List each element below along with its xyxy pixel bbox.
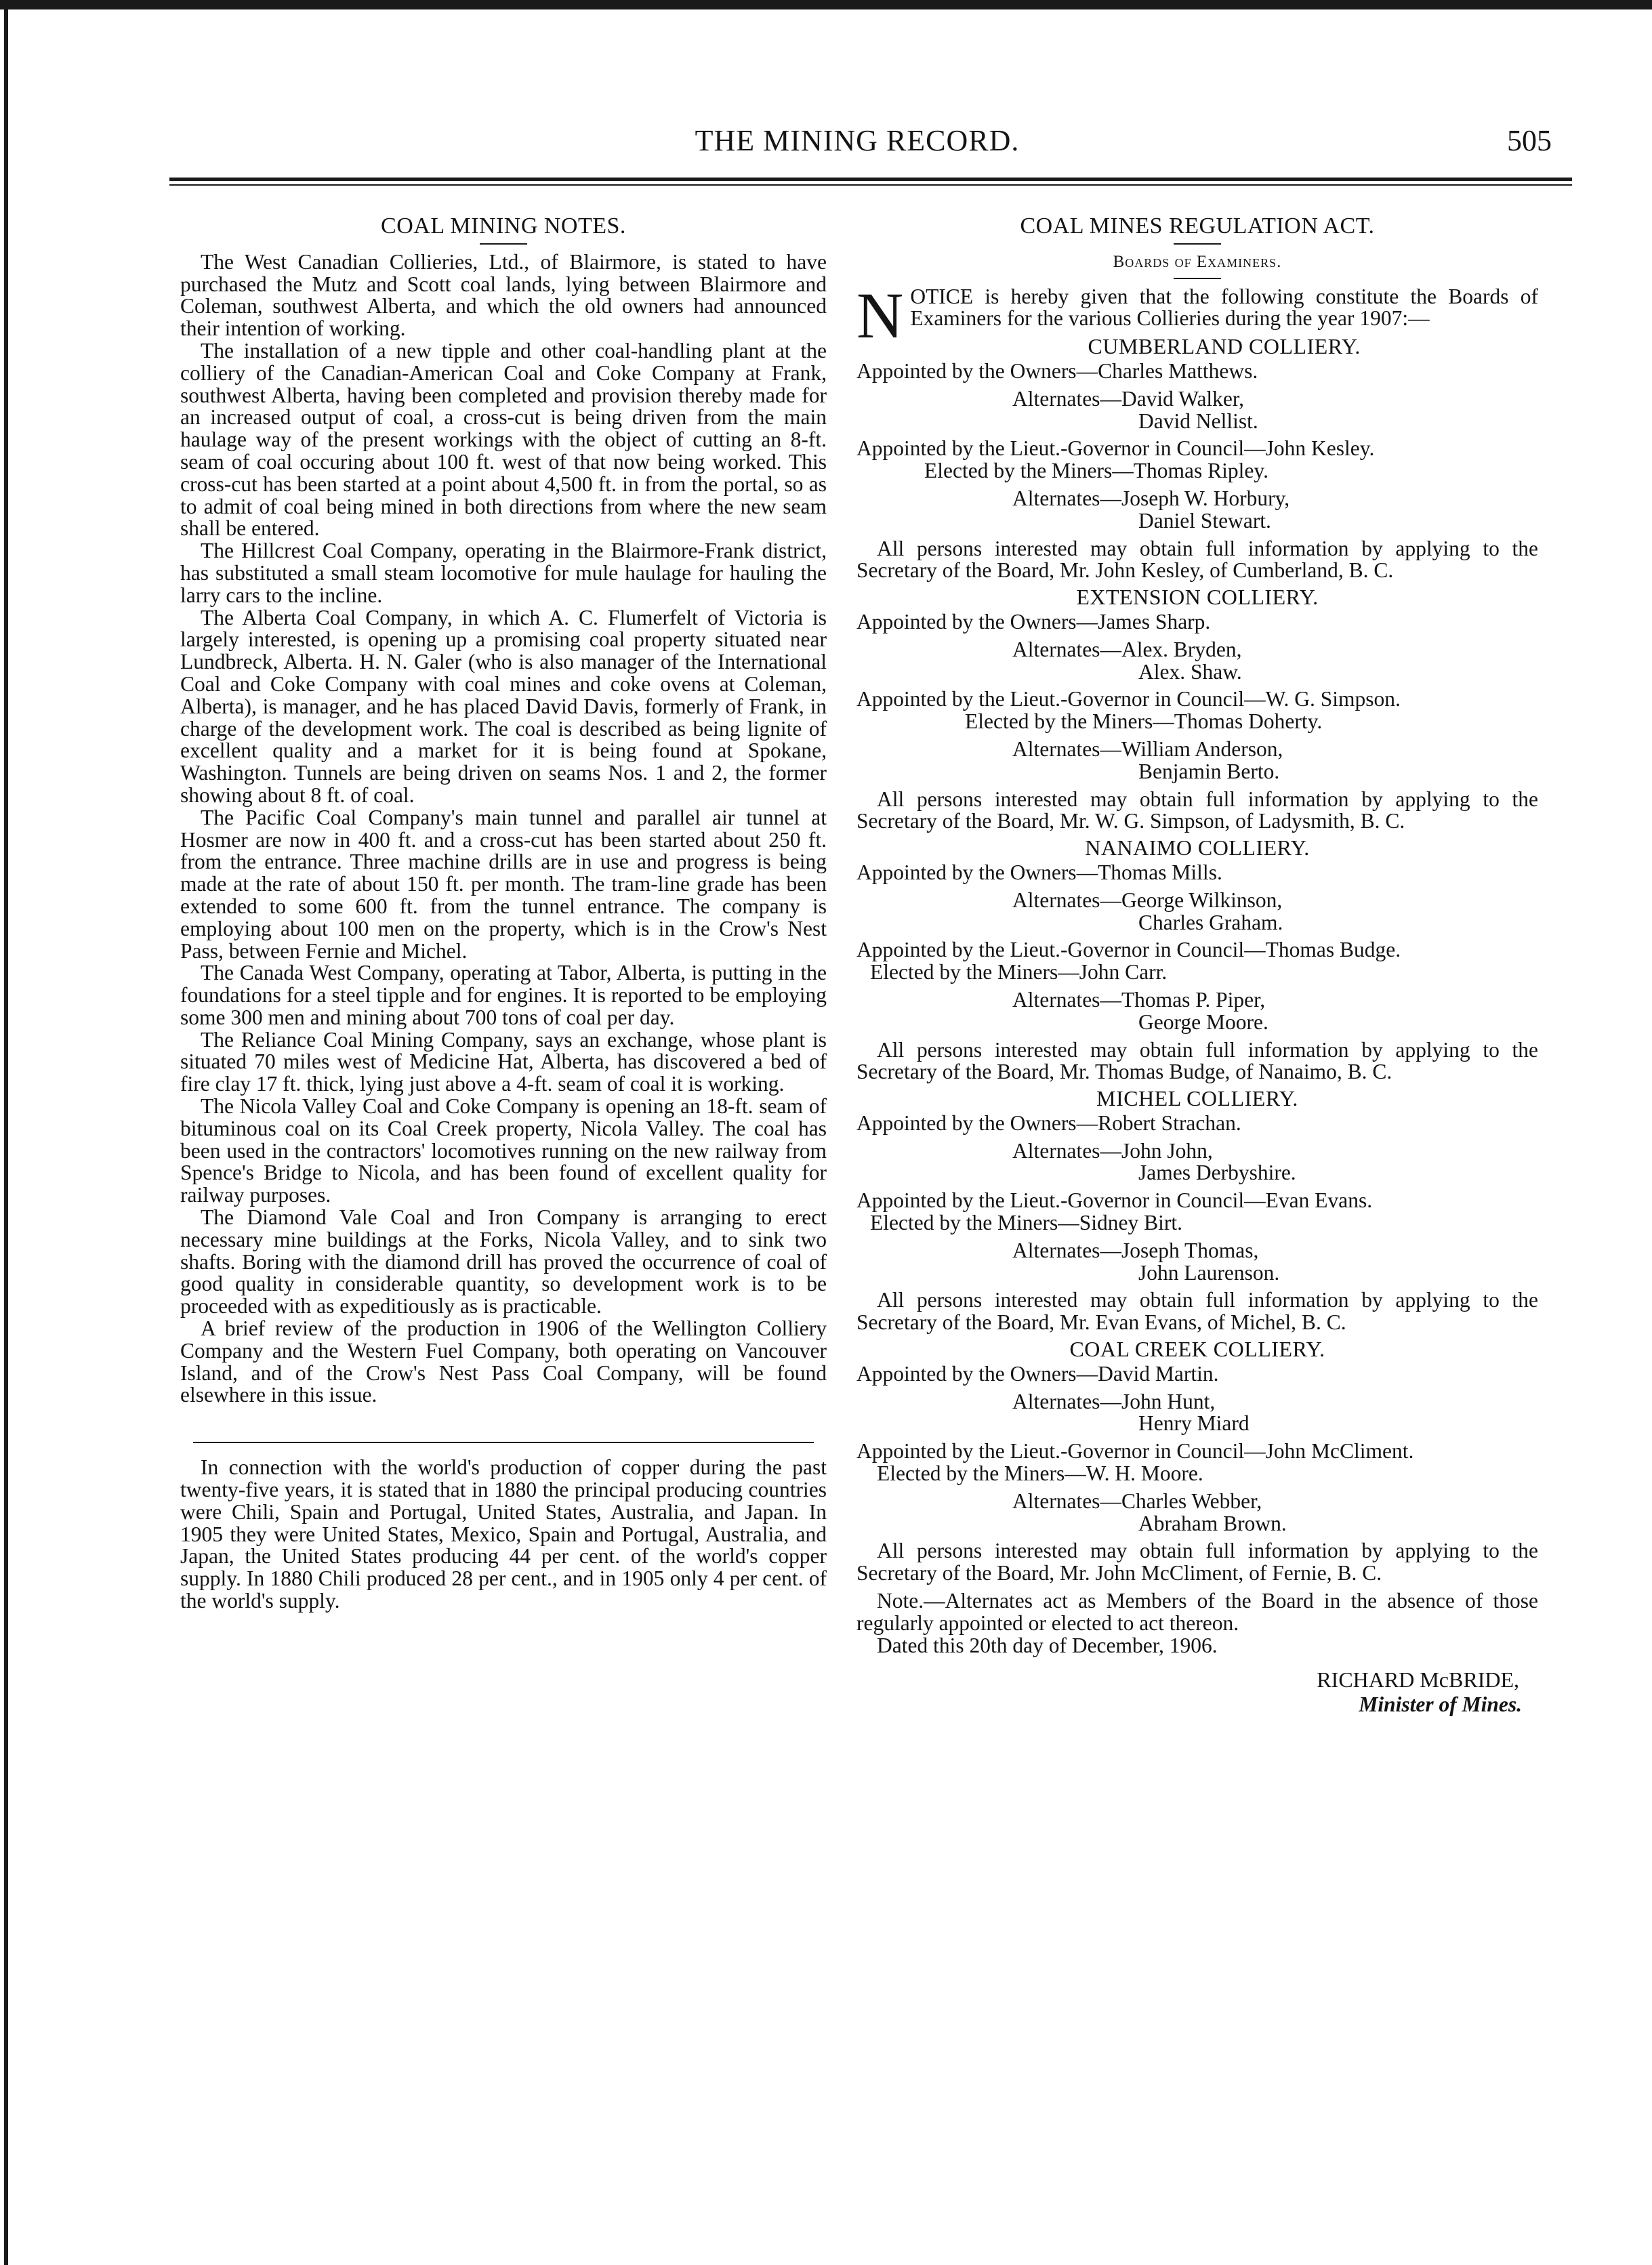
governor-appointment: Appointed by the Lieut.-Governor in Council—Thomas Budge. bbox=[856, 938, 1401, 962]
signature-title: Minister of Mines. bbox=[1359, 1692, 1522, 1717]
alternates bbox=[1012, 1240, 1538, 1285]
title-rule bbox=[480, 243, 527, 245]
boards-subtitle: Boards of Examiners. bbox=[1113, 252, 1282, 271]
notice-text: OTICE is hereby given that the following constitute the Boards of Examiners for the various Collieries during the year 1907:— bbox=[910, 284, 1538, 331]
top-border bbox=[0, 0, 1652, 9]
article-paragraph: The West Canadian Collieries, Ltd., of Blairmore, is stated to have purchased the Mutz and Scott coal lands, lying between Blairmore and Coleman, southwest Alberta, and which the old owners had announced their intention of working. bbox=[180, 249, 827, 341]
title-rule bbox=[1174, 243, 1221, 245]
alternates bbox=[1012, 388, 1538, 433]
alternate-2: Benjamin Berto. bbox=[1138, 759, 1280, 783]
alternate-2: Charles Graham. bbox=[1138, 910, 1283, 934]
miners-election: Elected by the Miners—John Carr. bbox=[870, 960, 1168, 984]
page-number: 505 bbox=[1507, 124, 1552, 157]
owners-appointment: Appointed by the Owners—Thomas Mills. bbox=[856, 860, 1222, 884]
governor-appointment: Appointed by the Lieut.-Governor in Council—John McCliment. bbox=[856, 1439, 1414, 1463]
info-paragraph: All persons interested may obtain full information by applying to the Secretary of the Board, Mr. W. G. Simpson, of Ladysmith, B. C. bbox=[856, 787, 1538, 833]
governor-appointment: Appointed by the Lieut.-Governor in Council—W. G. Simpson. bbox=[856, 687, 1401, 711]
alternate-1: Alternates—John Hunt, bbox=[1012, 1389, 1216, 1413]
alternate-1: Alternates—George Wilkinson, bbox=[1012, 888, 1283, 912]
article-paragraph: The Reliance Coal Mining Company, says an exchange, whose plant is situated 70 miles west of Medicine Hat, Alberta, has discovered a bed of fire clay 17 ft. thick, lying just above a 4-ft. seam of coal it is working. bbox=[180, 1027, 827, 1096]
info-paragraph: All persons interested may obtain full information by applying to the Secretary of the Board, Mr. John McCliment, of Fernie, B. C. bbox=[856, 1539, 1538, 1585]
journal-title: THE MINING RECORD. bbox=[695, 124, 1020, 157]
alternate-2: Alex. Shaw. bbox=[1138, 659, 1242, 684]
info-paragraph: All persons interested may obtain full information by applying to the Secretary of the Board, Mr. John Kesley, of Cumberland, B. C. bbox=[856, 536, 1538, 583]
subtitle-rule bbox=[1174, 278, 1221, 279]
article-paragraph: The Pacific Coal Company's main tunnel and parallel air tunnel at Hosmer are now in 400 ft. and a cross-cut has been started about 250 ft. from the entrance. Three machine drills are in use and progress is being made at the rate of about 150 ft. per month. The tram-line grade has been extended to some 600 ft. from the tunnel entrance. The company is employing about 100 men on the property, which is in the Crow's Nest Pass, between Fernie and Michel. bbox=[180, 805, 827, 963]
alternate-2: John Laurenson. bbox=[1138, 1260, 1280, 1285]
alternate-1: Alternates—David Walker, bbox=[1012, 386, 1245, 411]
alternate-2: James Derbyshire. bbox=[1138, 1161, 1296, 1185]
article-paragraph: The Canada West Company, operating at Tabor, Alberta, is putting in the foundations for a steel tipple and for engines. It is reported to be employing some 300 men and mining about 700 tons of coal per day. bbox=[180, 961, 827, 1029]
article-paragraph: The Diamond Vale Coal and Iron Company is arranging to erect necessary mine buildings at the Forks, Nicola Valley, and to sink two shafts. Boring with the diamond drill has proved the occurrence of coal of good quality in considerable quantity, so development work is to be proceeded with as expeditiously as is practicable. bbox=[180, 1205, 827, 1318]
alternate-2: Henry Miard bbox=[1138, 1411, 1250, 1436]
alternate-2: Abraham Brown. bbox=[1138, 1511, 1287, 1535]
section-separator bbox=[193, 1442, 814, 1443]
owners-appointment: Appointed by the Owners—Robert Strachan. bbox=[856, 1110, 1241, 1135]
article-paragraph: The installation of a new tipple and other coal-handling plant at the colliery of the Canadian-American Coal and Coke Company at Frank, southwest Alberta, having been completed and provision thereby made for an increased output of coal, a cross-cut is being driven from the main haulage way of the present workings with the object of cutting an 8-ft. seam of coal occuring about 100 ft. west of that now being worked. This cross-cut has been started at a point about 4,500 ft. in from the portal, so as to admit of coal being mined in both directions from where the new seam shall be entered. bbox=[180, 338, 827, 541]
article-paragraph: The Nicola Valley Coal and Coke Company is opening an 18-ft. seam of bituminous coal on its Coal Creek property, Nicola Valley. The coal has been used in the contractors' locomotives running on the new railway from Spence's Bridge to Nicola, and has been found of excellent quality for railway purposes. bbox=[180, 1094, 827, 1207]
page-header bbox=[163, 123, 1552, 164]
alternate-1: Alternates—Joseph W. Horbury, bbox=[1012, 486, 1290, 510]
right-column bbox=[856, 215, 1538, 1716]
colliery-heading-extension: EXTENSION COLLIERY. bbox=[1076, 585, 1319, 610]
left-border bbox=[4, 0, 8, 2265]
alternate-2: David Nellist. bbox=[1138, 409, 1258, 433]
alternates bbox=[1012, 736, 1538, 783]
alternate-1: Alternates—Alex. Bryden, bbox=[1012, 637, 1242, 661]
dated-line: Dated this 20th day of December, 1906. bbox=[877, 1633, 1218, 1657]
governor-appointment: Appointed by the Lieut.-Governor in Council—John Kesley. bbox=[856, 436, 1375, 461]
info-paragraph: All persons interested may obtain full information by applying to the Secretary of the Board, Mr. Evan Evans, of Michel, B. C. bbox=[856, 1288, 1538, 1335]
alternates bbox=[1012, 1491, 1538, 1535]
colliery-heading-cumberland: CUMBERLAND COLLIERY. bbox=[1088, 334, 1361, 359]
alternate-2: Daniel Stewart. bbox=[1138, 508, 1271, 533]
note-paragraph: Note.—Alternates act as Members of the Board in the absence of those regularly appointed or elected to act thereon. bbox=[856, 1589, 1538, 1635]
owners-appointment: Appointed by the Owners—James Sharp. bbox=[856, 609, 1211, 633]
left-column bbox=[180, 215, 827, 1613]
owners-appointment: Appointed by the Owners—Charles Matthews. bbox=[856, 358, 1258, 383]
header-rule-thin bbox=[169, 184, 1572, 186]
section-title-regulation-act: COAL MINES REGULATION ACT. bbox=[1020, 213, 1375, 238]
governor-appointment: Appointed by the Lieut.-Governor in Council—Evan Evans. bbox=[856, 1188, 1373, 1213]
alternate-1: Alternates—Charles Webber, bbox=[1012, 1489, 1262, 1513]
alternates bbox=[1012, 639, 1538, 684]
miners-election: Elected by the Miners—Thomas Doherty. bbox=[965, 709, 1323, 734]
article-paragraph: A brief review of the production in 1906 of the Wellington Colliery Company and the Western Fuel Company, both operating on Vancouver Island, and of the Crow's Nest Pass Coal Company, will be found elsewhere in this issue. bbox=[180, 1316, 827, 1407]
copper-paragraph: In connection with the world's production of copper during the past twenty-five years, it is stated that in 1880 the principal producing countries were Chili, Spain and Portugal, United States, Australia, and Japan. In 1905 they were United States, Mexico, Spain and Portugal, Australia, and Japan, the United States producing 44 per cent. of the world's copper supply. In 1880 Chili produced 28 per cent., and in 1905 only 4 per cent. of the world's supply. bbox=[180, 1455, 827, 1613]
signature-name: RICHARD McBRIDE, bbox=[1317, 1667, 1519, 1692]
alternate-1: Alternates—William Anderson, bbox=[1012, 736, 1283, 761]
alternate-1: Alternates—Thomas P. Piper, bbox=[1012, 987, 1266, 1012]
article-paragraph: The Hillcrest Coal Company, operating in the Blairmore-Frank district, has substituted a small steam locomotive for mule haulage for hauling the larry cars to the incline. bbox=[180, 539, 827, 607]
section-title-coal-mining-notes: COAL MINING NOTES. bbox=[381, 213, 626, 238]
article-paragraph: The Alberta Coal Company, in which A. C. Flumerfelt of Victoria is largely interested, is opening up a promising coal property situated near Lundbreck, Alberta. H. N. Galer (who is also manager of the International Coal and Coke Company with coal mines and coke ovens at Coleman, Alberta), is manager, and he has placed David Davis, formerly of Frank, in charge of the development work. The coal is described as being lignite of excellent quality and a market for it is being found at Spokane, Washington. Tunnels are being driven on seams Nos. 1 and 2, the former showing about 8 ft. of coal. bbox=[180, 605, 827, 807]
alternate-1: Alternates—John John, bbox=[1012, 1138, 1213, 1163]
miners-election: Elected by the Miners—Sidney Birt. bbox=[870, 1211, 1183, 1235]
owners-appointment: Appointed by the Owners—David Martin. bbox=[856, 1361, 1219, 1386]
alternates bbox=[1012, 1391, 1538, 1436]
alternate-2: George Moore. bbox=[1138, 1010, 1268, 1034]
miners-election: Elected by the Miners—Thomas Ripley. bbox=[924, 459, 1268, 483]
info-paragraph: All persons interested may obtain full information by applying to the Secretary of the Board, Mr. Thomas Budge, of Nanaimo, B. C. bbox=[856, 1037, 1538, 1084]
colliery-heading-nanaimo: NANAIMO COLLIERY. bbox=[1085, 835, 1310, 860]
alternate-1: Alternates—Joseph Thomas, bbox=[1012, 1238, 1259, 1262]
colliery-heading-michel: MICHEL COLLIERY. bbox=[1096, 1086, 1298, 1111]
colliery-heading-coal-creek: COAL CREEK COLLIERY. bbox=[1069, 1337, 1325, 1362]
header-rule bbox=[169, 178, 1572, 181]
alternates bbox=[1012, 1140, 1538, 1185]
alternates bbox=[1012, 890, 1538, 934]
drop-cap: N bbox=[856, 278, 904, 352]
alternates bbox=[1012, 488, 1538, 533]
alternates bbox=[1012, 989, 1538, 1034]
miners-election: Elected by the Miners—W. H. Moore. bbox=[877, 1461, 1203, 1486]
